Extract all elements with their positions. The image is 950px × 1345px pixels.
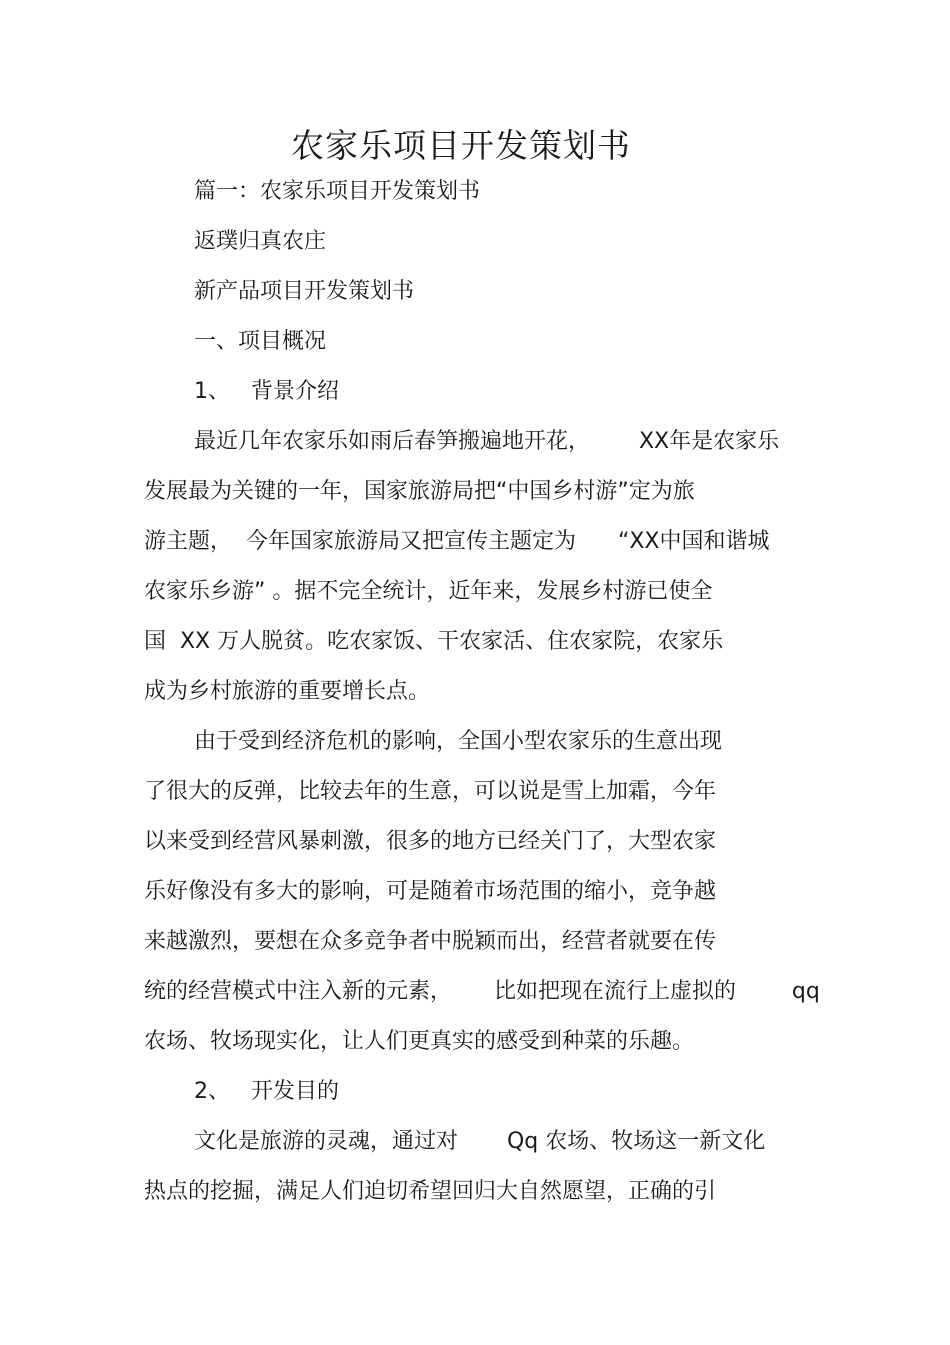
paragraph-line: 游主题， 今年国家旅游局又把宣传主题定为 “XX中国和谐城	[144, 529, 770, 554]
paragraph-line: 最近几年农家乐如雨后春笋搬遍地开花， XX年是农家乐	[194, 429, 780, 454]
paragraph-line: 农场、牧场现实化，让人们更真实的感受到种菜的乐趣。	[144, 1029, 695, 1054]
section-heading: 2、 开发目的	[194, 1079, 339, 1104]
paragraph-line: 国 XX 万人脱贫。吃农家饭、干农家活、住农家院，农家乐	[144, 629, 724, 654]
document-title: 农家乐项目开发策划书	[291, 126, 631, 165]
paragraph-line: 由于受到经济危机的影响，全国小型农家乐的生意出现	[194, 729, 723, 754]
subtitle-line: 篇一：农家乐项目开发策划书	[194, 179, 481, 204]
paragraph-line: 成为乡村旅游的重要增长点。	[144, 679, 431, 704]
paragraph-line: 乐好像没有多大的影响，可是随着市场范围的缩小，竞争越	[144, 879, 717, 904]
section-heading: 1、 背景介绍	[194, 379, 339, 404]
paragraph-line: 以来受到经营风暴刺激，很多的地方已经关门了，大型农家	[144, 829, 717, 854]
paragraph-line: 了很大的反弹，比较去年的生意，可以说是雪上加霜，今年	[144, 779, 717, 804]
section-heading: 一、项目概况	[194, 329, 327, 354]
paragraph-line: 发展最为关键的一年，国家旅游局把“中国乡村游”定为旅	[144, 479, 695, 504]
paragraph-line: 热点的挖掘，满足人们迫切希望回归大自然愿望，正确的引	[144, 1179, 717, 1204]
paragraph-line: 统的经营模式中注入新的元素， 比如把现在流行上虚拟的 qq	[144, 979, 820, 1004]
paragraph-line: 文化是旅游的灵魂，通过对 Qq 农场、牧场这一新文化	[194, 1129, 766, 1154]
paragraph-line: 农家乐乡游” 。据不完全统计，近年来，发展乡村游已使全	[144, 579, 713, 604]
paragraph-line: 来越激烈，要想在众多竞争者中脱颖而出，经营者就要在传	[144, 929, 717, 954]
subtitle-line: 返璞归真农庄	[194, 229, 327, 254]
subtitle-line: 新产品项目开发策划书	[194, 279, 415, 304]
